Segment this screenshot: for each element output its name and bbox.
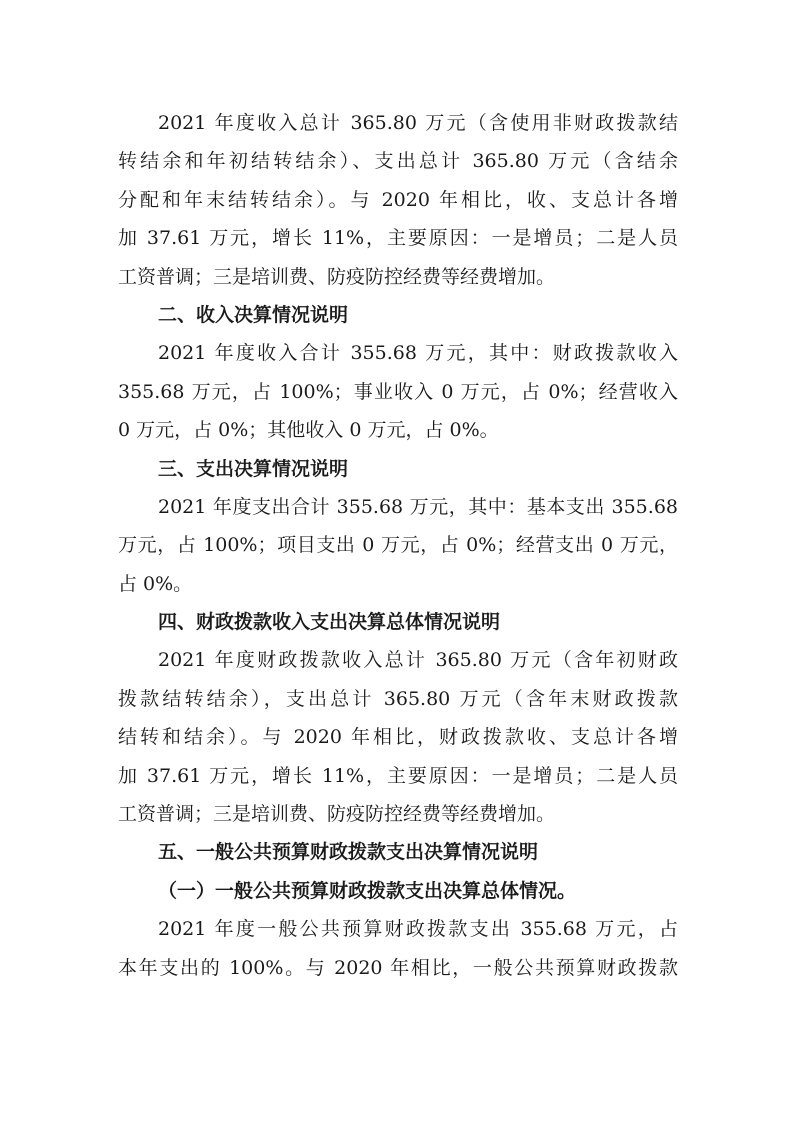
body-text-line: 转结余和年初结转结余）、支出总计 365.80 万元（含结余 [118, 150, 678, 173]
body-text-line: 2021 年度财政拨款收入总计 365.80 万元（含年初财政 [158, 649, 678, 672]
body-text-line: 加 37.61 万元，增长 11%，主要原因：一是增员；二是人员 [118, 227, 678, 250]
body-text-line: 355.68 万元，占 100%；事业收入 0 万元，占 0%；经营收入 [118, 380, 678, 403]
section-heading: 三、支出决算情况说明 [158, 457, 349, 480]
body-text-line: 本年支出的 100%。与 2020 年相比，一般公共预算财政拨款 [118, 956, 678, 979]
body-text-line: 2021 年度收入合计 355.68 万元，其中：财政拨款收入 [158, 342, 678, 365]
body-text-line: 拨款结转结余），支出总计 365.80 万元（含年末财政拨款 [118, 687, 678, 710]
body-text-line: 0 万元，占 0%；其他收入 0 万元，占 0%。 [118, 419, 499, 442]
section-heading: 四、财政拨款收入支出决算总体情况说明 [158, 611, 501, 634]
body-text-line: 2021 年度支出合计 355.68 万元，其中：基本支出 355.68 [158, 495, 678, 518]
section-heading: 五、一般公共预算财政拨款支出决算情况说明 [158, 841, 539, 864]
body-text-line: 结转和结余）。与 2020 年相比，财政拨款收、支总计各增 [118, 726, 678, 749]
body-text-line: 2021 年度收入总计 365.80 万元（含使用非财政拨款结 [158, 112, 678, 134]
body-text-line: 占 0%。 [118, 572, 193, 595]
document-body [118, 104, 678, 987]
body-text-line: 万元，占 100%；项目支出 0 万元，占 0%；经营支出 0 万元， [118, 534, 678, 557]
body-text-line: 工资普调；三是培训费、防疫防控经费等经费增加。 [118, 265, 556, 288]
body-text-line: 2021 年度一般公共预算财政拨款支出 355.68 万元，占 [158, 918, 678, 941]
subsection-heading: （一）一般公共预算财政拨款支出决算总体情况。 [158, 879, 577, 902]
section-heading: 二、收入决算情况说明 [158, 303, 349, 326]
body-text-line: 分配和年末结转结余）。与 2020 年相比，收、支总计各增 [118, 188, 678, 211]
body-text-line: 加 37.61 万元，增长 11%，主要原因：一是增员；二是人员 [118, 764, 678, 787]
body-text-line: 工资普调；三是培训费、防疫防控经费等经费增加。 [118, 803, 556, 826]
